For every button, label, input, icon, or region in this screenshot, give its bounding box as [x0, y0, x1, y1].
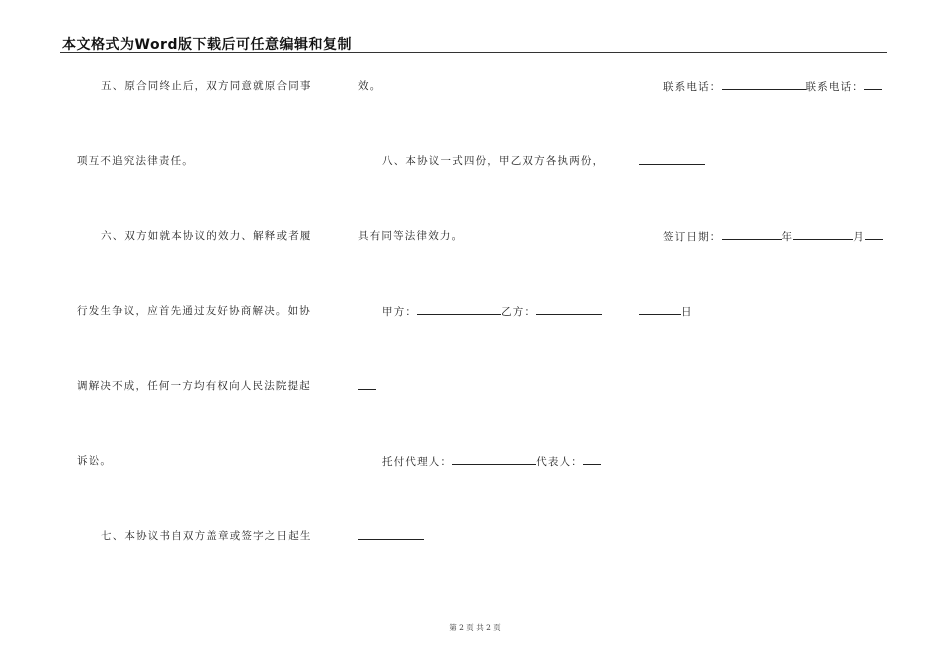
clause-six-line-2: 行发生争议，应首先通过友好协商解决。如协: [77, 305, 311, 317]
sign-date-label: 签订日期：: [663, 231, 722, 243]
party-b-blank[interactable]: [536, 304, 602, 315]
party-a-blank[interactable]: [417, 304, 501, 315]
day-blank-cont[interactable]: [639, 304, 681, 315]
party-b-label: 乙方：: [501, 306, 537, 318]
clause-five-line-2: 项互不追究法律责任。: [77, 155, 194, 167]
representative-continued: [358, 529, 424, 544]
representative-label: 代表人：: [536, 456, 584, 468]
phone-label-a: 联系电话：: [663, 81, 722, 93]
clause-six-line-3: 调解决不成，任何一方均有权向人民法院提起: [77, 380, 311, 392]
sign-date-line: [663, 229, 883, 244]
phone-b-blank[interactable]: [864, 79, 882, 90]
day-blank[interactable]: [865, 229, 883, 240]
day-label: 日: [681, 306, 693, 318]
party-b-blank-cont[interactable]: [358, 379, 376, 390]
phone-continued: [639, 154, 705, 169]
representative-blank-cont[interactable]: [358, 529, 424, 540]
clause-six-line-1: 六、双方如就本协议的效力、解释或者履: [101, 230, 312, 242]
phone-a-blank[interactable]: [722, 79, 806, 90]
representative-blank[interactable]: [583, 454, 601, 465]
phone-label-b: 联系电话：: [805, 81, 864, 93]
document-header-title: 本文格式为Word版下载后可任意编辑和复制: [62, 37, 352, 53]
year-label: 年: [781, 231, 794, 243]
agent-line: [382, 454, 601, 469]
clause-seven-line-1: 七、本协议书自双方盖章或签字之日起生: [101, 530, 312, 542]
clause-eight-line-1: 八、本协议一式四份，甲乙双方各执两份，: [382, 155, 605, 167]
day-line: [639, 304, 693, 319]
phone-b-blank-cont[interactable]: [639, 154, 705, 165]
month-blank[interactable]: [793, 229, 853, 240]
year-blank[interactable]: [722, 229, 782, 240]
agent-label: 托付代理人：: [382, 456, 453, 468]
month-label: 月: [853, 231, 865, 243]
clause-five-line-1: 五、原合同终止后，双方同意就原合同事: [101, 80, 312, 92]
clause-six-line-4: 诉讼。: [77, 455, 113, 467]
clause-eight-line-2: 具有同等法律效力。: [358, 230, 464, 242]
page-number: 第 2 页 共 2 页: [449, 623, 501, 632]
signature-parties-line: [382, 304, 602, 319]
party-b-continued: [358, 379, 376, 394]
agent-blank[interactable]: [452, 454, 536, 465]
party-a-label: 甲方：: [382, 306, 418, 318]
phone-line: [663, 79, 882, 94]
header-divider: [60, 52, 887, 53]
clause-seven-line-2: 效。: [358, 80, 382, 92]
